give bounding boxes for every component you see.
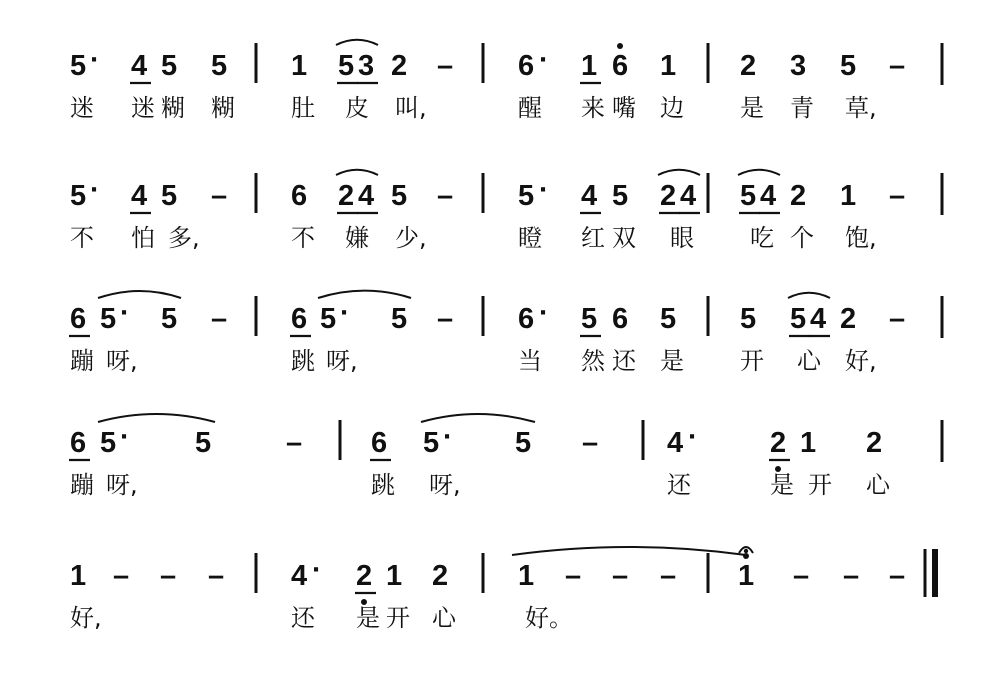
lyric-syllable: 还 bbox=[667, 471, 691, 499]
lyric-syllable: 迷 bbox=[131, 94, 155, 122]
note-digit: 2 bbox=[391, 50, 408, 82]
sustain-dash: – bbox=[286, 427, 303, 459]
lyric-syllable: 好, bbox=[845, 347, 877, 375]
slur-arc bbox=[336, 170, 378, 175]
sustain-dash: – bbox=[889, 180, 906, 212]
sustain-dash: – bbox=[793, 560, 810, 592]
lyric-syllable: 跳 bbox=[371, 471, 395, 499]
sustain-dash: – bbox=[889, 303, 906, 335]
slur-arc bbox=[336, 40, 378, 45]
sustain-dash: – bbox=[582, 427, 599, 459]
lyric-syllable: 个 bbox=[790, 224, 814, 252]
augmentation-dot: · bbox=[90, 174, 100, 206]
lyric-syllable: 开 bbox=[740, 347, 764, 375]
note-digit: 5 bbox=[515, 427, 532, 459]
lyric-syllable: 糊 bbox=[211, 94, 235, 122]
lyric-syllable: 跳 bbox=[291, 347, 315, 375]
augmentation-dot: · bbox=[539, 297, 549, 329]
note-digit: 5 bbox=[391, 180, 408, 212]
lyric-syllable: 呀, bbox=[326, 347, 358, 375]
lyric-syllable: 呀, bbox=[429, 471, 461, 499]
note-digit: 5 bbox=[391, 303, 408, 335]
lyric-syllable: 当 bbox=[518, 347, 542, 375]
sustain-dash: – bbox=[437, 303, 454, 335]
note-digit: 5 bbox=[161, 50, 178, 82]
augmentation-dot: · bbox=[539, 44, 549, 76]
lyric-syllable: 开 bbox=[808, 471, 832, 499]
lyric-syllable: 是 bbox=[770, 471, 794, 499]
lyric-syllable: 吃 bbox=[750, 224, 774, 252]
note-digit: 1 bbox=[800, 427, 817, 459]
lyric-syllable: 红 bbox=[581, 224, 605, 252]
lyric-syllable: 眼 bbox=[670, 224, 694, 252]
note-digit: 6 bbox=[291, 303, 308, 335]
note-digit: 6 bbox=[518, 303, 535, 335]
note-digit: 5 bbox=[211, 50, 228, 82]
note-digit: 5 bbox=[660, 303, 677, 335]
lyric-syllable: 瞪 bbox=[518, 224, 542, 252]
augmentation-dot: · bbox=[120, 297, 130, 329]
note-digit: 2 bbox=[790, 180, 807, 212]
note-digit: 5 bbox=[100, 427, 117, 459]
note-digit: 4 bbox=[131, 180, 148, 212]
slur-arc bbox=[512, 547, 746, 555]
note-digit: 1 bbox=[738, 560, 755, 592]
slur-arc bbox=[98, 291, 181, 298]
lyric-syllable: 呀, bbox=[106, 347, 138, 375]
sustain-dash: – bbox=[843, 560, 860, 592]
lyric-syllable: 双 bbox=[612, 224, 636, 252]
lyric-syllable: 怕 bbox=[131, 224, 155, 252]
sustain-dash: – bbox=[113, 560, 130, 592]
sustain-dash: – bbox=[889, 560, 906, 592]
note-digit: 3 bbox=[790, 50, 807, 82]
lyric-syllable: 多, bbox=[168, 224, 200, 252]
note-digit: 2 bbox=[338, 180, 355, 212]
sustain-dash: – bbox=[437, 50, 454, 82]
slur-arc bbox=[421, 414, 535, 422]
lyric-syllable: 是 bbox=[740, 94, 764, 122]
fermata-dot bbox=[744, 549, 748, 553]
lyric-syllable: 不 bbox=[291, 224, 315, 252]
note-digit: 6 bbox=[70, 303, 87, 335]
note-digit: 6 bbox=[291, 180, 308, 212]
lyric-syllable: 好, bbox=[70, 604, 102, 632]
note-digit: 4 bbox=[680, 180, 697, 212]
note-digit: 5 bbox=[840, 50, 857, 82]
note-digit: 4 bbox=[131, 50, 148, 82]
note-digit: 5 bbox=[518, 180, 535, 212]
augmentation-dot: · bbox=[443, 421, 453, 453]
note-digit: 2 bbox=[840, 303, 857, 335]
lyric-syllable: 迷 bbox=[70, 94, 94, 122]
lyric-syllable: 边 bbox=[660, 94, 684, 122]
slur-arc bbox=[738, 170, 780, 175]
slur-arc bbox=[658, 170, 700, 175]
sustain-dash: – bbox=[612, 560, 629, 592]
lyric-syllable: 嘴 bbox=[612, 94, 636, 122]
lyric-syllable: 是 bbox=[660, 347, 684, 375]
note-digit: 4 bbox=[810, 303, 827, 335]
lyric-syllable: 蹦 bbox=[70, 471, 94, 499]
lyric-syllable: 心 bbox=[797, 347, 821, 375]
note-digit: 3 bbox=[358, 50, 375, 82]
note-digit: 5 bbox=[612, 180, 629, 212]
note-digit: 1 bbox=[840, 180, 857, 212]
note-digit: 1 bbox=[70, 560, 87, 592]
note-digit: 6 bbox=[518, 50, 535, 82]
note-digit: 1 bbox=[660, 50, 677, 82]
lyric-syllable: 饱, bbox=[845, 224, 877, 252]
lyric-syllable: 是 bbox=[356, 604, 380, 632]
note-digit: 2 bbox=[356, 560, 373, 592]
lyric-syllable: 肚 bbox=[291, 94, 315, 122]
lyric-syllable: 还 bbox=[612, 347, 636, 375]
note-digit: 5 bbox=[740, 303, 757, 335]
lyric-syllable: 心 bbox=[866, 471, 890, 499]
note-digit: 5 bbox=[740, 180, 757, 212]
augmentation-dot: · bbox=[312, 554, 322, 586]
sustain-dash: – bbox=[889, 50, 906, 82]
lyric-syllable: 皮 bbox=[345, 94, 369, 122]
note-digit: 6 bbox=[612, 50, 629, 82]
note-digit: 4 bbox=[667, 427, 684, 459]
lyric-syllable: 还 bbox=[291, 604, 315, 632]
note-digit: 5 bbox=[423, 427, 440, 459]
lyric-syllable: 来 bbox=[581, 94, 605, 122]
note-digit: 4 bbox=[358, 180, 375, 212]
note-digit: 5 bbox=[790, 303, 807, 335]
lyric-syllable: 然 bbox=[581, 347, 605, 375]
slur-arc bbox=[788, 293, 830, 298]
note-digit: 6 bbox=[612, 303, 629, 335]
sustain-dash: – bbox=[565, 560, 582, 592]
slur-arc bbox=[98, 414, 215, 422]
sustain-dash: – bbox=[208, 560, 225, 592]
slur-arc bbox=[318, 291, 411, 298]
note-digit: 2 bbox=[432, 560, 449, 592]
lyric-syllable: 开 bbox=[386, 604, 410, 632]
note-digit: 2 bbox=[660, 180, 677, 212]
note-digit: 5 bbox=[161, 303, 178, 335]
note-digit: 4 bbox=[581, 180, 598, 212]
sustain-dash: – bbox=[211, 303, 228, 335]
note-digit: 5 bbox=[100, 303, 117, 335]
lyric-syllable: 不 bbox=[70, 224, 94, 252]
augmentation-dot: · bbox=[539, 174, 549, 206]
lyric-syllable: 少, bbox=[395, 224, 427, 252]
note-digit: 5 bbox=[195, 427, 212, 459]
lyric-syllable: 糊 bbox=[161, 94, 185, 122]
note-digit: 5 bbox=[338, 50, 355, 82]
augmentation-dot: · bbox=[120, 421, 130, 453]
lyric-syllable: 蹦 bbox=[70, 347, 94, 375]
augmentation-dot: · bbox=[340, 297, 350, 329]
note-digit: 5 bbox=[161, 180, 178, 212]
lyric-syllable: 好。 bbox=[525, 604, 573, 632]
note-digit: 4 bbox=[291, 560, 308, 592]
sustain-dash: – bbox=[160, 560, 177, 592]
lyric-syllable: 醒 bbox=[518, 94, 542, 122]
augmentation-dot: · bbox=[90, 44, 100, 76]
lyric-syllable: 草, bbox=[845, 94, 877, 122]
lyric-syllable: 青 bbox=[790, 94, 814, 122]
note-digit: 6 bbox=[70, 427, 87, 459]
lyric-syllable: 嫌 bbox=[345, 224, 369, 252]
note-digit: 1 bbox=[386, 560, 403, 592]
lyric-syllable: 叫, bbox=[395, 94, 427, 122]
lyric-syllable: 心 bbox=[432, 604, 456, 632]
note-digit: 4 bbox=[760, 180, 777, 212]
octave-dot-above bbox=[617, 43, 623, 49]
note-digit: 5 bbox=[70, 50, 87, 82]
note-digit: 2 bbox=[866, 427, 883, 459]
note-digit: 6 bbox=[371, 427, 388, 459]
note-digit: 5 bbox=[70, 180, 87, 212]
note-digit: 2 bbox=[740, 50, 757, 82]
note-digit: 5 bbox=[320, 303, 337, 335]
sustain-dash: – bbox=[660, 560, 677, 592]
note-digit: 1 bbox=[518, 560, 535, 592]
note-digit: 1 bbox=[291, 50, 308, 82]
augmentation-dot: · bbox=[688, 421, 698, 453]
sustain-dash: – bbox=[437, 180, 454, 212]
lyric-syllable: 呀, bbox=[106, 471, 138, 499]
sustain-dash: – bbox=[211, 180, 228, 212]
note-digit: 5 bbox=[581, 303, 598, 335]
note-digit: 1 bbox=[581, 50, 598, 82]
note-digit: 2 bbox=[770, 427, 787, 459]
